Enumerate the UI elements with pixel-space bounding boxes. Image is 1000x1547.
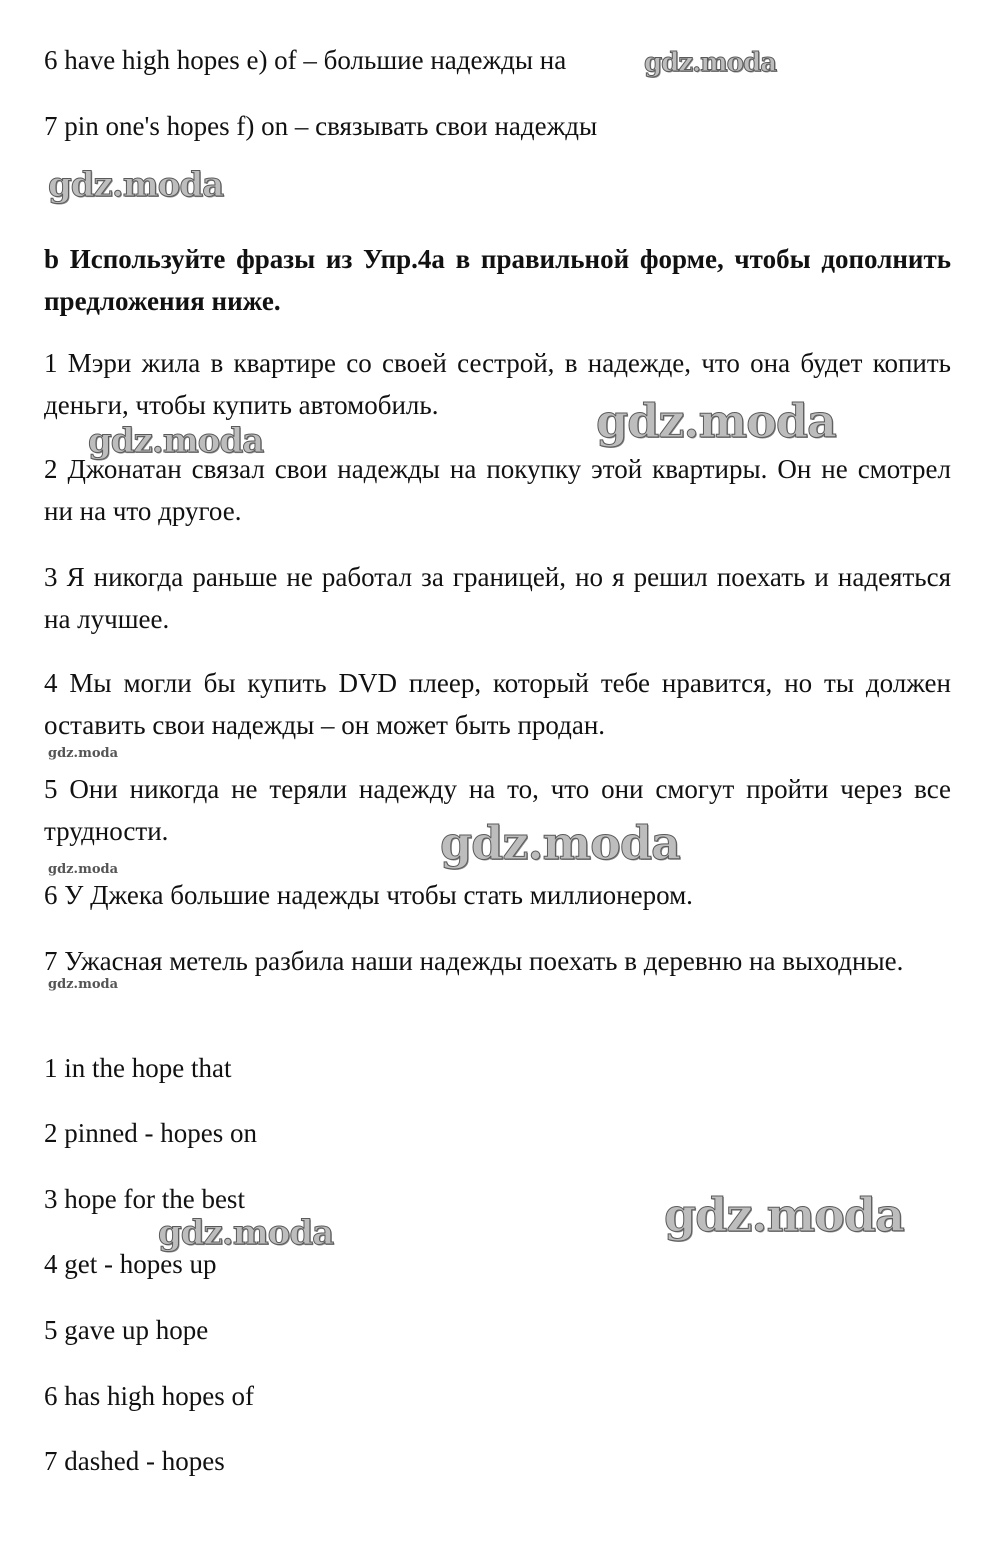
watermark: gdz.moda	[596, 394, 836, 448]
watermark: gdz.moda	[644, 48, 777, 78]
phrase-6: 6 have high hopes e) of – большие надежды на	[44, 45, 567, 75]
task-heading: b Используйте фразы из Упр.4a в правильной форме, чтобы дополнить предложения ниже.	[44, 244, 951, 316]
watermark: gdz.moda	[440, 816, 680, 870]
sentence-1: 1 Мэри жила в квартире со своей сестрой, в надежде, что она будет копить деньги, чтобы купить автомобиль.	[44, 348, 951, 420]
watermark: gdz.moda	[48, 977, 119, 992]
answer-5: 5 gave up hope	[44, 1315, 209, 1345]
answer-7: 7 dashed - hopes	[44, 1446, 225, 1476]
watermark: gdz.moda	[48, 862, 119, 877]
answer-1: 1 in the hope that	[44, 1053, 232, 1083]
watermark: gdz.moda	[88, 421, 264, 461]
sentence-4: 4 Мы могли бы купить DVD плеер, который тебе нравится, но ты должен оставить свои надежды – он может быть продан.	[44, 668, 951, 740]
answer-3: 3 hope for the best	[44, 1184, 245, 1214]
answer-2: 2 pinned - hopes on	[44, 1118, 257, 1148]
watermark: gdz.moda	[158, 1213, 334, 1253]
watermark: gdz.moda	[48, 746, 119, 761]
sentence-5: 5 Они никогда не теряли надежду на то, что они смогут пройти через все трудности.	[44, 774, 951, 846]
phrase-7: 7 pin one's hopes f) on – связывать свои надежды	[44, 111, 598, 141]
answer-6: 6 has high hopes of	[44, 1381, 254, 1411]
watermark: gdz.moda	[664, 1188, 904, 1242]
sentence-6: 6 У Джека большие надежды чтобы стать миллионером.	[44, 880, 693, 910]
sentence-7: 7 Ужасная метель разбила наши надежды поехать в деревню на выходные.	[44, 946, 904, 976]
sentence-3: 3 Я никогда раньше не работал за границей, но я решил поехать и надеяться на лучшее.	[44, 562, 951, 634]
watermark: gdz.moda	[48, 165, 224, 205]
answer-4: 4 get - hopes up	[44, 1249, 217, 1279]
sentence-2: 2 Джонатан связал свои надежды на покупку этой квартиры. Он не смотрел ни на что другое.	[44, 454, 951, 526]
